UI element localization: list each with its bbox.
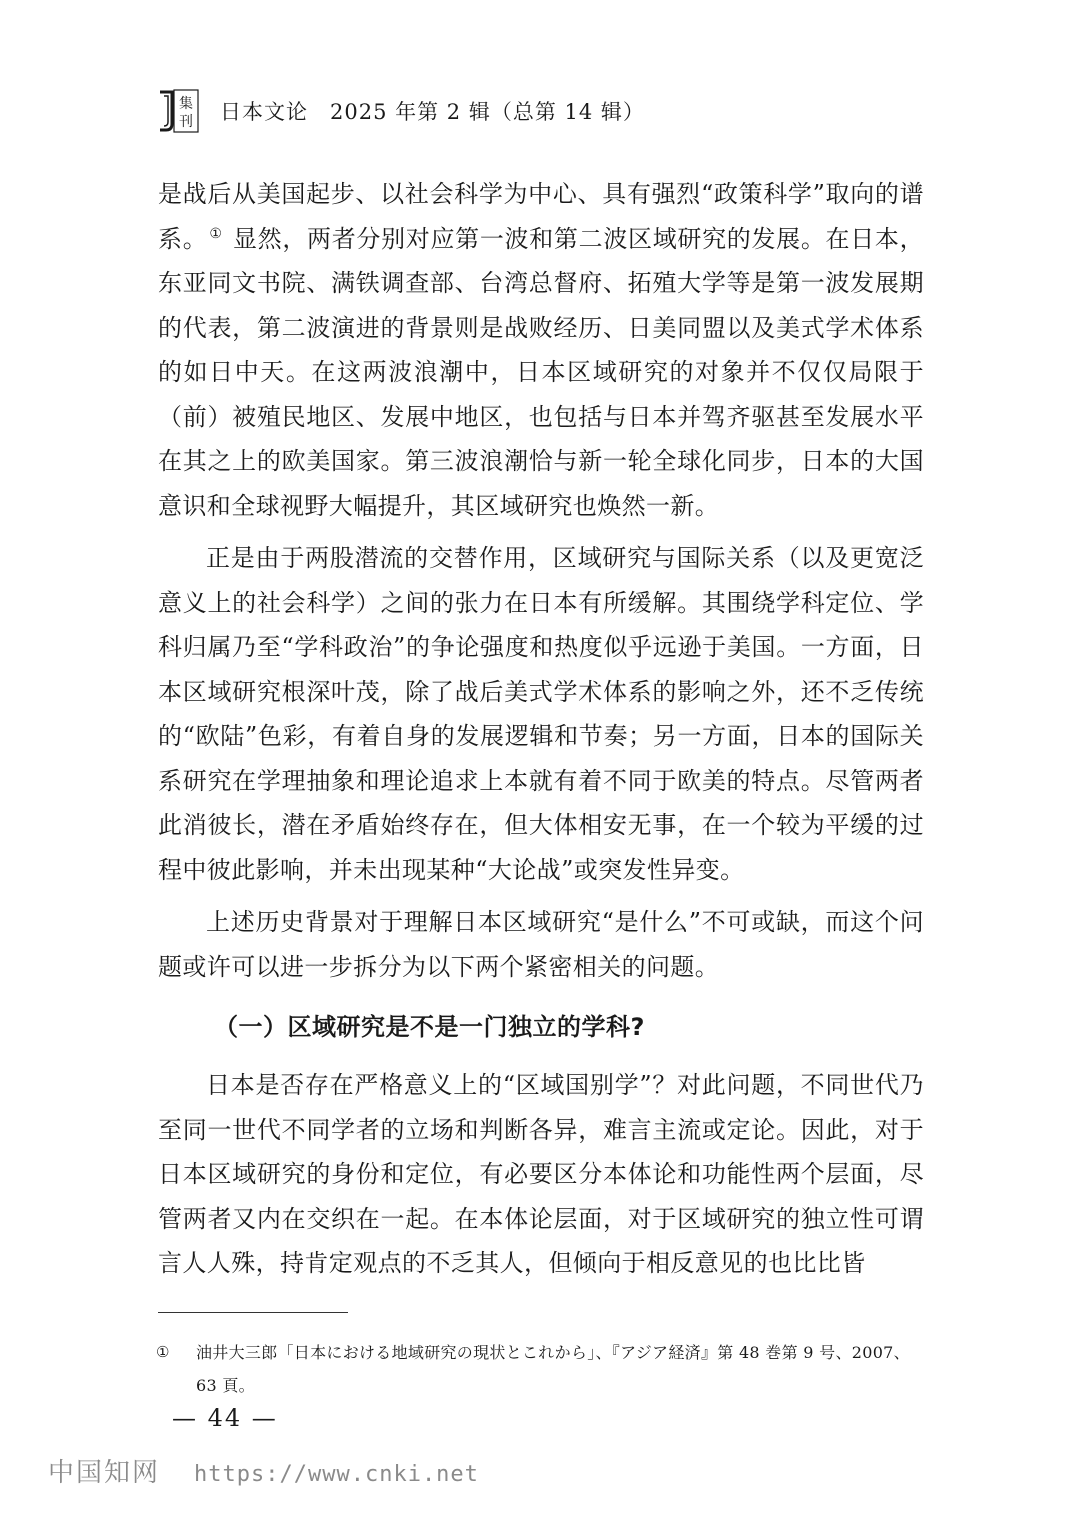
paragraph-1-text-cont: 显然，两者分别对应第一波和第二波区域研究的发展。在日本，东亚同文书院、满铁调查部、台湾总督府、拓殖大学等是第一波发展期的代表，第二波演进的背景则是战败经历、日美同盟以及美式学术体系的如日中天。在这两波浪潮中，日本区域研究的对象并不仅仅局限于（前）被殖民地区、发展中地区，也包括与日本并驾齐驱甚至发展水平在其之上的欧美国家。第三波浪潮恰与新一轮全球化同步，日本的大国意识和全球视野大幅提升，其区域研究也焕然一新。	[158, 224, 924, 520]
running-header	[156, 88, 645, 134]
footnote	[156, 1336, 916, 1402]
footnote-reference[interactable]: ①	[209, 225, 223, 242]
footnote-marker: ①	[156, 1343, 170, 1361]
paragraph-3: 上述历史背景对于理解日本区域研究“是什么”不可或缺，而这个问题或许可以进一步拆分为以下两个紧密相关的问题。	[158, 908, 924, 981]
paragraph-2: 正是由于两股潜流的交替作用，区域研究与国际关系（以及更宽泛意义上的社会科学）之间的张力在日本有所缓解。其围绕学科定位、学科归属乃至“学科政治”的争论强度和热度似乎远逊于美国。一方面，日本区域研究根深叶茂，除了战后美式学术体系的影响之外，还不乏传统的“欧陆”色彩，有着自身的发展逻辑和节奏；另一方面，日本的国际关系研究在学理抽象和理论追求上本就有着不同于欧美的特点。尽管两者此消彼长，潜在矛盾始终存在，但大体相安无事，在一个较为平缓的过程中彼此影响，并未出现某种“大论战”或突发性异变。	[158, 544, 924, 884]
footnote-text: 油井大三郎「日本における地域研究の現状とこれから」、『アジア経済』第 48 巻第 9 号、2007、63 頁。	[196, 1343, 910, 1395]
svg-text:集: 集	[179, 96, 193, 112]
journal-logo	[156, 88, 200, 134]
collection-logo-icon	[156, 88, 200, 134]
journal-title: 日本文论 2025 年第 2 辑（总第 14 辑）	[220, 100, 645, 124]
page-number: — 44 —	[172, 1404, 278, 1432]
svg-text:刊: 刊	[179, 114, 193, 130]
paragraph-4: 日本是否存在严格意义上的“区域国别学”？对此问题，不同世代乃至同一世代不同学者的立场和判断各异，难言主流或定论。因此，对于日本区域研究的身份和定位，有必要区分本体论和功能性两个层面，尽管两者又内在交织在一起。在本体论层面，对于区域研究的独立性可谓言人人殊，持肯定观点的不乏其人，但倾向于相反意见的也比比皆	[158, 1071, 924, 1277]
article-body	[158, 172, 924, 1286]
paragraph-1-text: 是战后从美国起步、以社会科学为中心、具有强烈“政策科学”取向的谱系。	[158, 180, 924, 253]
section-heading: （一）区域研究是不是一门独立的学科?	[214, 1013, 645, 1041]
paragraph-1	[158, 172, 924, 528]
watermark-brand: 中国知网	[48, 1458, 161, 1488]
watermark-url[interactable]: https://www.cnki.net	[194, 1462, 479, 1487]
watermark	[48, 1452, 479, 1489]
footnote-divider	[158, 1312, 348, 1313]
